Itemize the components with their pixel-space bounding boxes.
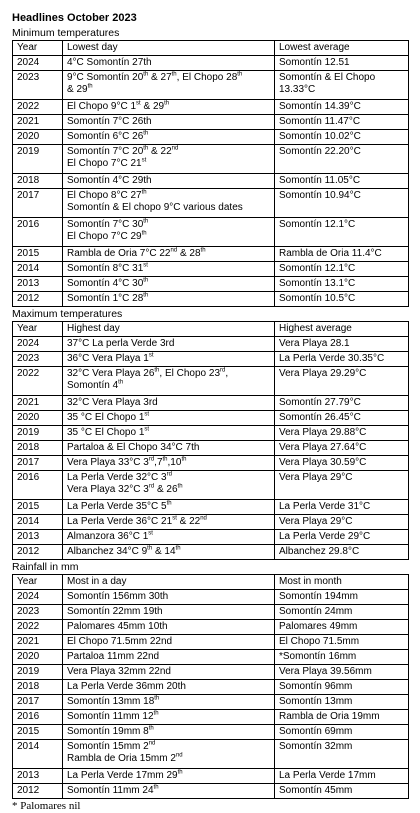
year-cell: 2015 (13, 725, 63, 740)
table-row (13, 174, 409, 189)
year-cell: 2022 (13, 620, 63, 635)
column-header: Lowest day (63, 41, 275, 56)
year-cell: 2022 (13, 100, 63, 115)
cell-line: Somontín 45mm (279, 785, 353, 796)
table-row (13, 100, 409, 115)
cell-line: Vera Playa 29°C (279, 516, 353, 527)
record-average-cell (275, 292, 409, 307)
cell-line: La Perla Verde 17mm (279, 770, 376, 781)
record-day-cell (63, 471, 275, 500)
data-table (12, 574, 409, 799)
table-row (13, 352, 409, 367)
record-day-cell (63, 247, 275, 262)
year-cell: 2018 (13, 680, 63, 695)
record-average-cell (275, 471, 409, 500)
cell-line: Vera Playa 39.56mm (279, 666, 372, 677)
table-row (13, 725, 409, 740)
year-cell: 2022 (13, 367, 63, 396)
record-day-cell (63, 784, 275, 799)
record-average-cell (275, 100, 409, 115)
cell-line: Somontín 10.5°C (279, 293, 356, 304)
cell-line: Palomares 45mm 10th (67, 621, 168, 632)
table-row (13, 695, 409, 710)
record-day-cell (63, 56, 275, 71)
year-cell: 2015 (13, 500, 63, 515)
table-row (13, 396, 409, 411)
record-day-cell (63, 367, 275, 396)
cell-line: El Chopo 7°C 29th (67, 230, 147, 242)
cell-line: Vera Playa 28.1 (279, 338, 350, 349)
record-average-cell (275, 515, 409, 530)
year-cell: 2013 (13, 530, 63, 545)
cell-line: Somontín 12.1°C (279, 263, 356, 274)
year-cell: 2021 (13, 635, 63, 650)
cell-line: Somontín & El chopo 9°C various dates (67, 202, 243, 213)
record-average-cell (275, 545, 409, 560)
cell-line: 9°C Somontín 20th & 27th, El Chopo 28th (67, 71, 243, 83)
record-day-cell (63, 411, 275, 426)
record-day-cell (63, 189, 275, 218)
cell-line: Somontín 22.20°C (279, 146, 361, 157)
table-row (13, 130, 409, 145)
cell-line: Albanchez 34°C 9th & 14th (67, 545, 181, 557)
table-row (13, 620, 409, 635)
section-label: Minimum temperatures (12, 27, 120, 39)
record-day-cell (63, 590, 275, 605)
cell-line: La Perla Verde 32°C 3rd (67, 471, 172, 483)
record-average-cell (275, 56, 409, 71)
record-day-cell (63, 605, 275, 620)
record-day-cell (63, 441, 275, 456)
cell-line: Somontín 22mm 19th (67, 606, 163, 617)
document-title: Headlines October 2023 (12, 12, 137, 24)
cell-line: Somontín 19mm 8th (67, 725, 154, 737)
cell-line: La Perla Verde 35°C 5th (67, 500, 172, 512)
record-average-cell (275, 396, 409, 411)
cell-line: & 29th (67, 83, 93, 95)
cell-line: Somontín 11.05°C (279, 175, 361, 186)
table-row (13, 635, 409, 650)
table-row (13, 456, 409, 471)
cell-line: Albanchez 29.8°C (279, 546, 360, 557)
record-average-cell (275, 500, 409, 515)
record-average-cell (275, 769, 409, 784)
cell-line: Somontín 12.51 (279, 57, 350, 68)
year-cell: 2017 (13, 189, 63, 218)
record-average-cell (275, 115, 409, 130)
record-average-cell (275, 635, 409, 650)
table-row (13, 590, 409, 605)
year-cell: 2019 (13, 665, 63, 680)
column-header: Most in a day (63, 575, 275, 590)
record-average-cell (275, 411, 409, 426)
table-row (13, 769, 409, 784)
cell-line: Somontín 32mm (279, 741, 353, 752)
record-day-cell (63, 292, 275, 307)
table-row (13, 262, 409, 277)
record-day-cell (63, 218, 275, 247)
column-header: Year (13, 575, 63, 590)
record-average-cell (275, 605, 409, 620)
cell-line: Somontín 10.94°C (279, 190, 361, 201)
year-cell: 2023 (13, 71, 63, 100)
cell-line: La Perla Verde 31°C (279, 501, 371, 512)
section-label: Rainfall in mm (12, 561, 79, 573)
cell-line: Somontín 1°C 28th (67, 292, 149, 304)
cell-line: 36°C Vera Playa 1st (67, 352, 154, 364)
record-day-cell (63, 680, 275, 695)
record-average-cell (275, 247, 409, 262)
table-row (13, 665, 409, 680)
cell-line: Somontín 4°C 29th (67, 175, 152, 186)
sections-container (12, 26, 408, 799)
record-average-cell (275, 426, 409, 441)
year-cell: 2017 (13, 695, 63, 710)
record-day-cell (63, 725, 275, 740)
record-day-cell (63, 650, 275, 665)
cell-line: 37°C La perla Verde 3rd (67, 338, 175, 349)
column-header: Highest day (63, 322, 275, 337)
year-cell: 2018 (13, 441, 63, 456)
table-row (13, 247, 409, 262)
table-row (13, 680, 409, 695)
table-row (13, 292, 409, 307)
cell-line: 13.33°C (279, 84, 316, 95)
record-day-cell (63, 145, 275, 174)
cell-line: Somontín 26.45°C (279, 412, 361, 423)
table-row (13, 471, 409, 500)
data-table (12, 40, 409, 307)
table-row (13, 650, 409, 665)
column-header: Year (13, 41, 63, 56)
record-day-cell (63, 115, 275, 130)
cell-line: El Chopo 8°C 27th (67, 189, 147, 201)
table-row (13, 337, 409, 352)
year-cell: 2023 (13, 605, 63, 620)
cell-line: 35 °C El Chopo 1st (67, 426, 150, 438)
cell-line: Vera Playa 32°C 3rd & 26th (67, 483, 183, 495)
cell-line: Somontín 7°C 20th & 22nd (67, 145, 179, 157)
cell-line: Somontín 96mm (279, 681, 353, 692)
record-day-cell (63, 262, 275, 277)
cell-line: Rambla de Oria 7°C 22nd & 28th (67, 247, 206, 259)
cell-line: Somontín 10.02°C (279, 131, 361, 142)
record-day-cell (63, 665, 275, 680)
cell-line: La Perla Verde 36°C 21st & 22nd (67, 515, 207, 527)
cell-line: Somontín 14.39°C (279, 101, 361, 112)
record-average-cell (275, 740, 409, 769)
cell-line: 35 °C El Chopo 1st (67, 411, 150, 423)
cell-line: 32°C Vera Playa 26th, El Chopo 23rd, (67, 367, 229, 379)
year-cell: 2012 (13, 292, 63, 307)
table-row (13, 115, 409, 130)
record-day-cell (63, 500, 275, 515)
table-row (13, 411, 409, 426)
table-row (13, 367, 409, 396)
record-average-cell (275, 71, 409, 100)
cell-line: Somontín 11mm 12th (67, 710, 159, 722)
cell-line: Somontín 4th (67, 379, 124, 391)
cell-line: Somontín 156mm 30th (67, 591, 169, 602)
record-average-cell (275, 650, 409, 665)
table-row (13, 145, 409, 174)
record-average-cell (275, 620, 409, 635)
record-day-cell (63, 396, 275, 411)
record-day-cell (63, 635, 275, 650)
cell-line: El Chopo 7°C 21st (67, 157, 147, 169)
table-header-row (13, 575, 409, 590)
record-average-cell (275, 695, 409, 710)
cell-line: Vera Playa 29.29°C (279, 368, 367, 379)
cell-line: La Perla Verde 30.35°C (279, 353, 385, 364)
table-row (13, 710, 409, 725)
cell-line: Vera Playa 33°C 3rd,7th,10th (67, 456, 187, 468)
table-row (13, 545, 409, 560)
cell-line: Palomares 49mm (279, 621, 358, 632)
cell-line: Vera Playa 29°C (279, 472, 353, 483)
year-cell: 2018 (13, 174, 63, 189)
section-label: Maximum temperatures (12, 308, 123, 320)
cell-line: La Perla Verde 29°C (279, 531, 371, 542)
record-day-cell (63, 710, 275, 725)
cell-line: 4°C Somontín 27th (67, 57, 152, 68)
year-cell: 2019 (13, 426, 63, 441)
table-row (13, 189, 409, 218)
record-average-cell (275, 530, 409, 545)
year-cell: 2023 (13, 352, 63, 367)
record-average-cell (275, 262, 409, 277)
table-row (13, 426, 409, 441)
cell-line: Vera Playa 29.88°C (279, 427, 367, 438)
cell-line: Somontín 11mm 24th (67, 784, 159, 796)
cell-line: Somontín 27.79°C (279, 397, 361, 408)
table-row (13, 740, 409, 769)
cell-line: La Perla Verde 36mm 20th (67, 681, 186, 692)
record-day-cell (63, 337, 275, 352)
year-cell: 2013 (13, 769, 63, 784)
year-cell: 2020 (13, 650, 63, 665)
record-average-cell (275, 277, 409, 292)
column-header: Lowest average (275, 41, 409, 56)
cell-line: El Chopo 9°C 1st & 29th (67, 100, 170, 112)
cell-line: Partaloa 11mm 22nd (67, 651, 160, 662)
year-cell: 2015 (13, 247, 63, 262)
cell-line: *Somontín 16mm (279, 651, 357, 662)
record-day-cell (63, 71, 275, 100)
table-header-row (13, 322, 409, 337)
year-cell: 2016 (13, 710, 63, 725)
data-table (12, 321, 409, 560)
record-average-cell (275, 784, 409, 799)
record-day-cell (63, 100, 275, 115)
cell-line: Vera Playa 30.59°C (279, 457, 367, 468)
record-average-cell (275, 665, 409, 680)
document-page (12, 12, 408, 813)
record-average-cell (275, 130, 409, 145)
cell-line: Somontín & El Chopo (279, 72, 376, 83)
record-day-cell (63, 620, 275, 635)
record-average-cell (275, 145, 409, 174)
cell-line: La Perla Verde 17mm 29th (67, 769, 183, 781)
year-cell: 2017 (13, 456, 63, 471)
year-cell: 2012 (13, 545, 63, 560)
cell-line: Somontín 13.1°C (279, 278, 356, 289)
cell-line: Somontín 24mm (279, 606, 353, 617)
record-day-cell (63, 740, 275, 769)
cell-line: 32°C Vera Playa 3rd (67, 397, 158, 408)
record-average-cell (275, 725, 409, 740)
cell-line: Somontín 69mm (279, 726, 353, 737)
cell-line: Almanzora 36°C 1st (67, 530, 153, 542)
cell-line: Vera Playa 27.64°C (279, 442, 367, 453)
cell-line: Rambla de Oria 19mm (279, 711, 380, 722)
cell-line: Rambla de Oria 15mm 2nd (67, 752, 183, 764)
year-cell: 2014 (13, 262, 63, 277)
record-day-cell (63, 695, 275, 710)
table-row (13, 56, 409, 71)
cell-line: Somontín 11.47°C (279, 116, 361, 127)
cell-line: Somontín 7°C 30th (67, 218, 149, 230)
footnote: * Palomares nil (12, 800, 81, 812)
table-header-row (13, 41, 409, 56)
column-header: Most in month (275, 575, 409, 590)
record-average-cell (275, 456, 409, 471)
cell-line: Partaloa & El Chopo 34°C 7th (67, 442, 200, 453)
cell-line: Somontín 13mm (279, 696, 353, 707)
year-cell: 2014 (13, 740, 63, 769)
column-header: Highest average (275, 322, 409, 337)
record-average-cell (275, 189, 409, 218)
cell-line: Rambla de Oria 11.4°C (279, 248, 382, 259)
table-row (13, 605, 409, 620)
year-cell: 2019 (13, 145, 63, 174)
record-day-cell (63, 545, 275, 560)
column-header: Year (13, 322, 63, 337)
cell-line: Vera Playa 32mm 22nd (67, 666, 171, 677)
table-row (13, 784, 409, 799)
year-cell: 2016 (13, 218, 63, 247)
record-average-cell (275, 367, 409, 396)
cell-line: Somontín 12.1°C (279, 219, 356, 230)
year-cell: 2021 (13, 115, 63, 130)
year-cell: 2020 (13, 411, 63, 426)
record-day-cell (63, 426, 275, 441)
table-row (13, 515, 409, 530)
record-day-cell (63, 456, 275, 471)
cell-line: Somontín 7°C 26th (67, 116, 152, 127)
table-row (13, 277, 409, 292)
record-average-cell (275, 441, 409, 456)
year-cell: 2024 (13, 56, 63, 71)
cell-line: Somontín 13mm 18th (67, 695, 160, 707)
year-cell: 2013 (13, 277, 63, 292)
record-day-cell (63, 515, 275, 530)
cell-line: Somontín 4°C 30th (67, 277, 149, 289)
table-row (13, 218, 409, 247)
record-day-cell (63, 352, 275, 367)
record-average-cell (275, 352, 409, 367)
cell-line: Somontín 8°C 31st (67, 262, 148, 274)
cell-line: El Chopo 71.5mm 22nd (67, 636, 173, 647)
record-day-cell (63, 130, 275, 145)
year-cell: 2021 (13, 396, 63, 411)
cell-line: Somontín 15mm 2nd (67, 740, 156, 752)
record-average-cell (275, 710, 409, 725)
table-row (13, 441, 409, 456)
record-day-cell (63, 530, 275, 545)
year-cell: 2024 (13, 337, 63, 352)
record-average-cell (275, 680, 409, 695)
record-average-cell (275, 337, 409, 352)
year-cell: 2016 (13, 471, 63, 500)
record-day-cell (63, 174, 275, 189)
table-row (13, 71, 409, 100)
record-average-cell (275, 174, 409, 189)
record-day-cell (63, 769, 275, 784)
year-cell: 2012 (13, 784, 63, 799)
cell-line: El Chopo 71.5mm (279, 636, 360, 647)
cell-line: Somontín 6°C 26th (67, 130, 149, 142)
table-row (13, 530, 409, 545)
cell-line: Somontín 194mm (279, 591, 358, 602)
year-cell: 2014 (13, 515, 63, 530)
year-cell: 2024 (13, 590, 63, 605)
record-average-cell (275, 590, 409, 605)
record-day-cell (63, 277, 275, 292)
table-row (13, 500, 409, 515)
record-average-cell (275, 218, 409, 247)
year-cell: 2020 (13, 130, 63, 145)
